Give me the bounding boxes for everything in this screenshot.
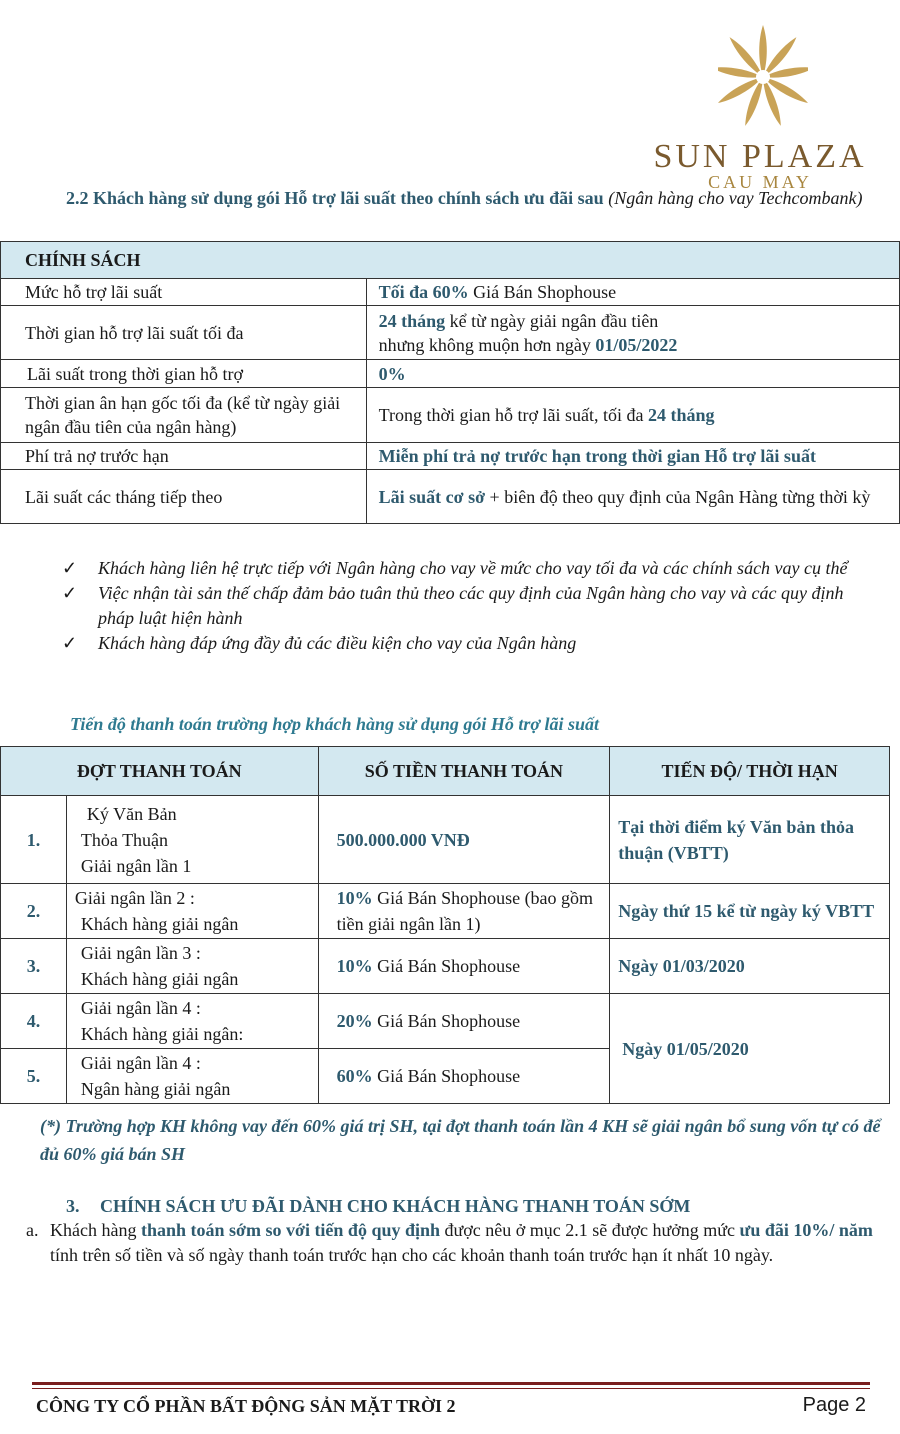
amount-cell [318, 884, 610, 939]
section-number: 3. [66, 1196, 80, 1216]
policy-value-bold: Tối đa 60% [378, 282, 469, 302]
stage-line: Ký Văn Bản [86, 803, 177, 824]
deadline-cell: Ngày thứ 15 kể từ ngày ký VBTT [610, 884, 890, 939]
column-header: SỐ TIỀN THANH TOÁN [318, 747, 610, 796]
policy-label: Thời gian ân hạn gốc tối đa (kể từ ngày giải ngân đầu tiên của ngân hàng) [1, 388, 367, 443]
logo-wordmark: SUN PLAZA [653, 138, 867, 175]
policy-header-row [1, 242, 900, 279]
list-item [62, 556, 882, 581]
company-name: CÔNG TY CỔ PHẦN BẤT ĐỘNG SẢN MẶT TRỜI 2 [36, 1396, 456, 1416]
policy-header: CHÍNH SÁCH [1, 242, 900, 279]
section-2-2-text: 2.2 Khách hàng sử dụng gói Hỗ trợ lãi suất theo chính sách ưu đãi sau [66, 188, 604, 208]
sun-flower-icon [718, 22, 808, 132]
table-row [1, 994, 890, 1049]
section-2-2-heading [66, 186, 876, 210]
paragraph-body [50, 1218, 876, 1268]
stage-line: Giải ngân lần 2 : [74, 888, 195, 908]
list-item-text: Khách hàng đáp ứng đầy đủ các điều kiện cho vay của Ngân hàng [98, 633, 577, 653]
policy-value [366, 306, 899, 360]
row-number: 3. [1, 939, 67, 994]
stage-line: Ngân hàng giải ngân [80, 1079, 231, 1099]
amount-text: Giá Bán Shophouse [372, 1066, 521, 1086]
policy-value-bold: 01/05/2022 [595, 334, 678, 355]
stage-line: Khách hàng giải ngân [80, 969, 239, 989]
payment-note: (*) Trường hợp KH không vay đến 60% giá trị SH, tại đợt thanh toán lần 4 KH sẽ giải ngân bổ sung vốn tự có để đủ 60% giá bán SH [40, 1116, 881, 1164]
row-number: 1. [1, 796, 67, 884]
list-item [62, 631, 882, 656]
table-row [1, 796, 890, 884]
section-3-heading [66, 1196, 690, 1217]
stage-cell [66, 796, 318, 884]
policy-value-bold: Lãi suất cơ sở [378, 486, 486, 507]
amount-bold: 20% [336, 1011, 373, 1031]
paragraph-label: a. [26, 1220, 39, 1240]
row-number: 4. [1, 994, 67, 1049]
amount-bold: 500.000.000 VNĐ [336, 829, 470, 850]
policy-value [366, 443, 899, 470]
paragraph-text: Khách hàng [50, 1220, 141, 1240]
stage-cell [66, 994, 318, 1049]
stage-cell [66, 884, 318, 939]
policy-value-text: nhưng không muộn hơn ngày [378, 334, 596, 355]
policy-table [0, 241, 900, 524]
list-item-text: Khách hàng liên hệ trực tiếp với Ngân hàng cho vay về mức cho vay tối đa và các chính sách vay cụ thể [98, 558, 848, 578]
policy-label: Phí trả nợ trước hạn [1, 443, 367, 470]
policy-label: Lãi suất trong thời gian hỗ trợ [1, 360, 367, 388]
stage-line: Giải ngân lần 4 : [80, 998, 201, 1018]
deadline-cell: Tại thời điểm ký Văn bản thỏa thuận (VBTT) [610, 796, 890, 884]
logo-subtitle: CAU MAY [708, 172, 812, 192]
stage-line: Khách hàng giải ngân: [80, 1024, 244, 1044]
policy-value-text: Giá Bán Shophouse [468, 282, 617, 302]
sun-plaza-logo [640, 22, 880, 192]
stage-cell [66, 939, 318, 994]
list-item-text: Việc nhận tài sản thế chấp đảm bảo tuân thủ theo các quy định của Ngân hàng cho vay và các quy định pháp luật hiện hành [98, 583, 844, 628]
policy-value-bold: 24 tháng [647, 405, 715, 425]
policy-value-text: kể từ ngày giải ngân đầu tiên [445, 310, 659, 331]
amount-cell [318, 939, 610, 994]
deadline-cell: Ngày 01/03/2020 [610, 939, 890, 994]
requirements-list [62, 556, 882, 656]
policy-value-bold: 0% [378, 363, 406, 384]
policy-value-bold: Miễn phí trả nợ trước hạn trong thời gian Hỗ trợ lãi suất [378, 446, 816, 466]
check-icon: ✓ [62, 633, 78, 653]
policy-value-text: Trong thời gian hỗ trợ lãi suất, tối đa [378, 405, 648, 425]
policy-row [1, 388, 900, 443]
footer-rule-thin [32, 1388, 870, 1389]
amount-bold: 10% [336, 888, 373, 908]
paragraph-text: tính trên số tiền và số ngày thanh toán trước hạn cho các khoản thanh toán trước hạn ít nhất 10 ngày. [50, 1245, 774, 1265]
policy-label: Thời gian hỗ trợ lãi suất tối đa [1, 306, 367, 360]
check-icon: ✓ [62, 558, 78, 578]
policy-value [366, 279, 899, 306]
amount-bold: 10% [336, 956, 373, 976]
paragraph-text: được nêu ở mục 2.1 sẽ được hưởng mức [440, 1220, 740, 1240]
policy-row [1, 470, 900, 524]
amount-text: Giá Bán Shophouse (bao gồm tiền giải ngân lần 1) [336, 888, 594, 934]
amount-cell [318, 994, 610, 1049]
deadline-cell: Ngày 01/05/2020 [610, 994, 890, 1104]
table-row [1, 939, 890, 994]
paragraph-bold: thanh toán sớm so với tiến độ quy định [140, 1220, 440, 1240]
section-3-paragraph [26, 1218, 876, 1268]
schedule-title: Tiến độ thanh toán trường hợp khách hàng sử dụng gói Hỗ trợ lãi suất [70, 714, 600, 734]
stage-line: Khách hàng giải ngân [80, 914, 239, 934]
stage-cell [66, 1049, 318, 1104]
stage-line: Giải ngân lần 1 [80, 855, 192, 876]
section-2-2-italic: (Ngân hàng cho vay Techcombank) [608, 188, 863, 208]
policy-label: Lãi suất các tháng tiếp theo [1, 470, 367, 524]
list-item [62, 581, 882, 631]
amount-cell [318, 1049, 610, 1104]
policy-row [1, 360, 900, 388]
row-number: 2. [1, 884, 67, 939]
row-number: 5. [1, 1049, 67, 1104]
amount-bold: 60% [336, 1066, 373, 1086]
table-row [1, 884, 890, 939]
column-header: ĐỢT THANH TOÁN [1, 747, 319, 796]
column-header: TIẾN ĐỘ/ THỜI HẠN [610, 747, 890, 796]
policy-value [366, 360, 899, 388]
amount-text: Giá Bán Shophouse [372, 1011, 521, 1031]
policy-value [366, 470, 899, 524]
policy-row [1, 279, 900, 306]
paragraph-bold: ưu đãi 10%/ năm [739, 1220, 873, 1240]
payment-header-row [1, 747, 890, 796]
check-icon: ✓ [62, 583, 78, 603]
amount-text: Giá Bán Shophouse [372, 956, 521, 976]
policy-value-text: + biên độ theo quy định của Ngân Hàng từng thời kỳ [485, 486, 871, 507]
stage-line: Giải ngân lần 3 : [80, 943, 201, 963]
policy-value [366, 388, 899, 443]
stage-line: Giải ngân lần 4 : [80, 1053, 201, 1073]
policy-row [1, 306, 900, 360]
policy-label: Mức hỗ trợ lãi suất [1, 279, 367, 306]
section-title: CHÍNH SÁCH ƯU ĐÃI DÀNH CHO KHÁCH HÀNG THANH TOÁN SỚM [100, 1196, 691, 1216]
page-number: Page 2 [802, 1394, 866, 1416]
amount-cell [318, 796, 610, 884]
policy-value-bold: 24 tháng [378, 310, 446, 331]
payment-table [0, 746, 890, 1104]
policy-row [1, 443, 900, 470]
footer-rule [32, 1382, 870, 1385]
stage-line: Thỏa Thuận [80, 829, 169, 850]
